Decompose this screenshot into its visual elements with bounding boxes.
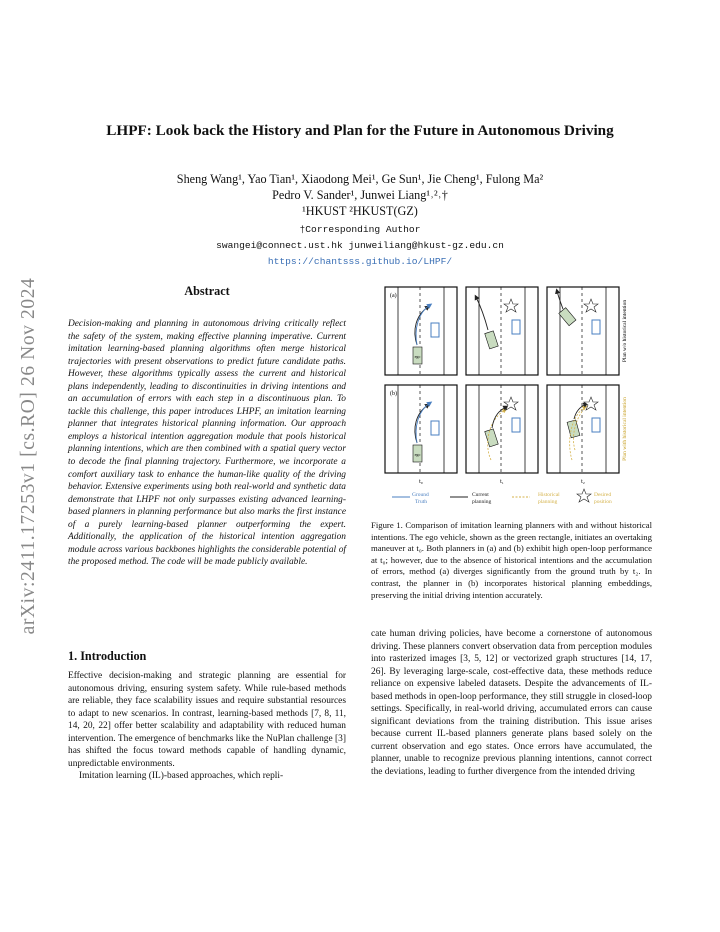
- row-a-side-label: Plan w/o historical intention: [622, 299, 628, 363]
- legend-historical-2: planning: [538, 499, 558, 505]
- intro-paragraph-2: Imitation learning (IL)-based approaches, which repli-: [79, 771, 284, 782]
- intro-text: [68, 670, 346, 783]
- abstract-heading: Abstract: [184, 284, 230, 298]
- intro-paragraph-1: Effective decision-making and strategic planning are essential for autonomous driving, ensuring system safety. While rule-based methods are reliable, they face scalability issues and require substantial resources to adapt to new scenarios. In contrast, learning-based methods [7, 8, 11, 14, 20, 22] offer better scalability and adaptability with reduced human intervention. The emergence of benchmarks like the NuPlan challenge [3] has shifted the focus toward methods capable of handling dynamic, unpredictable environments.: [68, 671, 346, 769]
- legend-current: Current: [472, 492, 489, 498]
- right-column-text: cate human driving policies, have become a cornerstone of autonomous driving. These planners convert observation data from perception modules into rasterized images [3, 5, 12] or vectorized graph structures [14, 17, 26]. By leveraging large-scale, cost-effective data, these methods reduce reliance on expensive labeled datasets. Despite the advancements of IL-based methods in open-loop performance, they still struggle in closed-loop settings. Specifically, in real-world driving, accumulated errors can cause significant deviations from the training distribution. This issue arises because current IL-based planners generate plans based solely on the current observation and ego states. Once errors have accumulated, the planner, unable to recognize previous planning intentions, cannot correct the deviations, leading to further divergence from the intended driving: [371, 629, 652, 778]
- row-b-side-label: Plan with historical intention: [622, 397, 628, 461]
- paper-title: LHPF: Look back the History and Plan for the Future in Autonomous Driving: [106, 122, 614, 139]
- corresponding-note: †Corresponding Author: [299, 224, 421, 235]
- panel-a-t2: [547, 287, 619, 375]
- panel-a-t0: [385, 287, 457, 375]
- legend-historical: Historical: [538, 492, 560, 498]
- panel-b-t2: [547, 385, 619, 473]
- legend-desired-2: position: [594, 499, 612, 505]
- arxiv-identifier: arXiv:2411.17253v1 [cs.RO] 26 Nov 2024: [18, 277, 39, 635]
- project-url[interactable]: https://chantsss.github.io/LHPF/: [267, 256, 453, 267]
- email-addresses[interactable]: swangei@connect.ust.hk junweiliang@hkust-gz.edu.cn: [216, 240, 504, 251]
- label-b: (b): [390, 391, 397, 397]
- panel-a-t1: [466, 287, 538, 375]
- legend-ground-truth-2: Truth: [415, 499, 428, 505]
- affiliations: ¹HKUST ²HKUST(GZ): [302, 204, 418, 218]
- abstract-body: Decision-making and planning in autonomous driving critically reflect the safety of the system, making effective planning imperative. Current imitation learning-based planning algorithms often merge historical trajectories with present observations to predict future candidate paths. However, these algorithms typically assess the current and historical plans independently, leading to discontinuities in driving intentions and an accumulation of errors with each step in a discontinuous plan. To tackle this challenge, this paper introduces LHPF, an imitation learning planner that integrates historical planning information. Our approach employs a historical intention aggregation module that pools historical planning intentions, which are then combined with a spatial query vector to decode the final planning trajectory. Furthermore, we incorporate a comfort auxiliary task to enhance the human-like quality of the driving behavior. Extensive experiments using both real-world and synthetic data demonstrate that LHPF not only surpasses existing advanced learning-based planners in planning performance but also marks the first instance of a purely learning-based planner outperforming the expert. Additionally, the application of the historical intention aggregation module across various backbones highlights the considerable potential of the proposed method. The code will be made publicly available.: [68, 319, 346, 568]
- ego-label-b: ego: [414, 452, 421, 457]
- legend-current-2: planning: [472, 499, 492, 505]
- star-icon: [577, 489, 591, 502]
- timestep-2: t₂: [581, 479, 585, 485]
- legend-ground-truth: Ground: [412, 492, 429, 498]
- authors-line-1: Sheng Wang¹, Yao Tian¹, Xiaodong Mei¹, Ge Sun¹, Jie Cheng¹, Fulong Ma²: [176, 172, 544, 186]
- panel-b-t1: [466, 385, 538, 473]
- figure-legend: [392, 489, 612, 505]
- figure-1: [380, 285, 650, 517]
- ego-label-a: ego: [414, 354, 421, 359]
- timestep-0: t₀: [419, 479, 423, 485]
- panel-b-t0: [385, 385, 457, 473]
- timestep-1: t₁: [500, 479, 504, 485]
- label-a: (a): [390, 293, 397, 299]
- section-heading: 1. Introduction: [68, 649, 147, 663]
- authors-line-2: Pedro V. Sander¹, Junwei Liang¹˒²˒†: [272, 188, 448, 202]
- figure-caption: Figure 1. Comparison of imitation learning planners with and without historical intentions. The ego vehicle, shown as the green rectangle, initiates an overtaking maneuver at t₀. Both planners in (a) and (b) exhibit high open-loop performance at t₀; however, due to the absence of historical intentions and the accumulation of errors, method (a) diverges significantly from the ground truth by t₂. In contrast, the planner in (b) incorporates historical planning embeddings, preserving the initial driving intention accurately.: [371, 520, 652, 600]
- legend-desired: Desired: [594, 492, 612, 498]
